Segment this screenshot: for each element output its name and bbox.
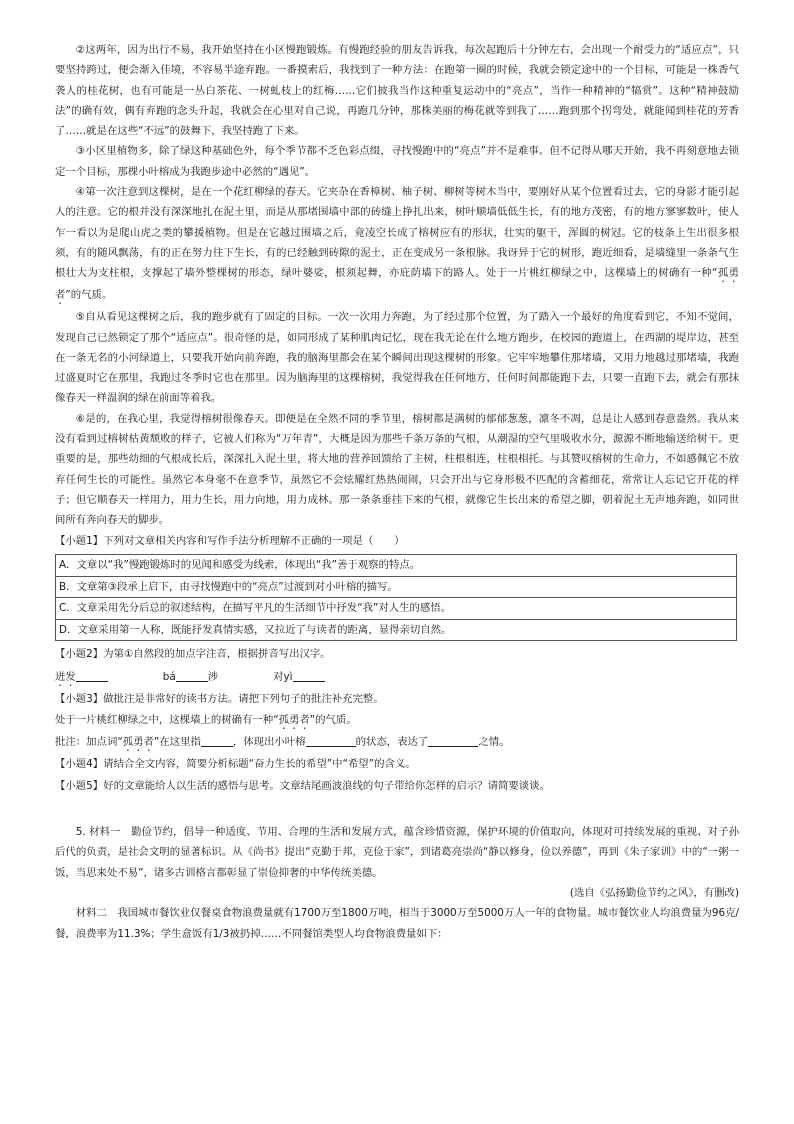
word-ba: bá: [162, 670, 176, 683]
question-2-stem: 【小题2】为第①自然段的加点字注音，根据拼音写出汉字。: [55, 648, 331, 661]
paragraph-4: [55, 182, 739, 307]
option-b[interactable]: B．文章第③段承上启下，由寻找慢跑中的“亮点”过渡到对小叶榕的描写。: [56, 577, 736, 599]
word-she: 涉: [207, 670, 219, 683]
option-c[interactable]: C．文章采用先分后总的叙述结构，在描写平凡的生活细节中抒发“我”对人生的感悟。: [56, 598, 736, 620]
dotted-word: 孤勇者: [55, 267, 739, 302]
paragraph-3: ③小区里植物多，除了绿这种基础色外，每个季节都不乏色彩点缀，寻找慢跑中的“亮点”并不是难事。但不记得从哪天开始，我不再刻意地去锁定一个目标，那棵小叶榕成为我跑步途中必然的“遇见”。: [55, 145, 739, 178]
question-1-options: [55, 554, 737, 641]
paragraph-6: ⑥是的，在我心里，我觉得榕树很像春天。即便是在全然不同的季节里，榕树都是满树的郁郁葱葱，凛冬不凋，总是让人感到春意盎然。我从来没有看到过榕树枯黄颓败的样子，它被人们称为“万年青”，大概是因为那些千条万条的气根，从潮湿的空气里吸收水分，源源不断地输送给树干。更重要的是，那些幼细的气根成长后，深深扎入泥土里，将大地的营养回馈给了主树，柱根相连，柱根相托。与其赞叹榕树的生命力，不如感佩它不放弃任何生长的可能性。虽然它本身毫不在意季节，虽然它不会炫耀红热热闹闹，只会开出与它身形极不匹配的含蓄细花，常常让人忘记它开花的样子；但它顺春天一样用力，用力生长，用力向地，用力成林。那一条条垂挂下来的气根，就像它生长出来的希望之脚，朝着泥土无声地奔跑，如同世间所有奔向春天的脚步。: [55, 412, 739, 527]
sentence-end: ”的气质。: [309, 714, 357, 727]
option-d[interactable]: D．文章采用第一人称，既能抒发真情实感，又拉近了与读者的距离，显得亲切自然。: [59, 623, 452, 636]
note-text: 批注：加点词“: [55, 736, 123, 749]
paragraph-4-text: ④第一次注意到这棵树，是在一个花红柳绿的春天。它夹杂在香樟树、柚子树、柳树等树木当中，要刚好从某个位置看过去，它的身影才能引起人的注意。它的根并没有深深地扎在泥土里，而是从那堵围墙中部的砖缝上挣扎出来，树叶顺墙低低生长，有的地方茂密，有的地方寥寥数叶，使人乍一看以为是爬山虎之类的攀援植物。但是在它越过围墙之后，竟凌空长成了榕树应有的形状，壮实的躯干，浑圆的树冠。它的枝条上生出很多根须，有的随风飘荡，有的正在努力往下生长，有的已经触到砖隙的泥土，正在变成另一条根脉。我讶异于它的树形，跑近细看，是墙缝里一条条气生根壮大为支柱根，支撑起了墙外整棵树的形态，绿叶婆娑，根须起舞，亦庇荫墙下的路人。处于一片桃红柳绿之中，这棵墙上的树确有一种“: [55, 186, 739, 280]
option-a[interactable]: A．文章以“我”慢跑锻炼时的见闻和感受为线索，体现出“我”善于观察的特点。: [56, 555, 736, 577]
paragraph-4-end: ”的气质。: [65, 289, 113, 302]
question-3-note: [55, 732, 739, 754]
section-5: [55, 822, 739, 944]
answer-blank[interactable]: [293, 670, 325, 682]
answer-blank[interactable]: [306, 735, 356, 747]
dotted-word: 孤勇者: [122, 736, 154, 749]
exam-page: [55, 40, 739, 944]
note-text: 的状态，表达了: [355, 736, 429, 749]
sentence-text: 处于一片桃红柳绿之中，这棵墙上的树确有一种“: [55, 714, 279, 727]
question-1-stem: 【小题1】下列对文章相关内容和写作手法分析理解不正确的一项是（ ）: [55, 534, 405, 547]
paragraph-2: [55, 40, 739, 141]
answer-blank[interactable]: [428, 735, 478, 747]
question-3-sentence: [55, 710, 739, 732]
answer-blank[interactable]: [176, 670, 208, 682]
word-bengfa: 迸发: [55, 670, 76, 683]
dotted-word: 孤勇者: [278, 714, 310, 727]
note-text: ，体现出小叶榕: [232, 736, 306, 749]
word-duiyi: 对yì: [273, 670, 293, 683]
note-text: 之情。: [478, 736, 510, 749]
question-4: 【小题4】请结合全文内容，简要分析标题“奋力生长的希望”中“希望”的含义。: [55, 758, 416, 771]
answer-blank[interactable]: [76, 670, 108, 682]
question-3-stem: 【小题3】做批注是非常好的读书方法。请把下列句子的批注补充完整。: [55, 692, 384, 705]
question-5: 【小题5】好的文章能给人以生活的感悟与思考。文章结尾画波浪线的句子带给你怎样的启示？请简要谈谈。: [55, 779, 550, 792]
material-2: 材料二 我国城市餐饮业仅餐桌食物浪费量就有1700万至1800万吨，相当于3000万至5000万人一年的食物量。城市餐饮业人均浪费量为96克/餐，浪费率为11.3%；学生盒饭有1/3被扔掉……不同餐馆类型人均食物浪费量如下：: [55, 907, 739, 940]
material-1: 5. 材料一 勤俭节约，倡导一种适度、节用、合理的生活和发展方式，蕴含珍惜资源，保护环境的价值取向，体现对可持续发展的重视、对子孙后代的负责，是社会文明的显著标识。从《尚书》提出“克勤于邦，克俭于家”，到诸葛亮崇尚“静以修身，俭以养德”，再到《朱子家训》中的“一粥一饭，当思来处不易”，诸多古训格言都彰显了崇俭抑奢的中华传统美德。: [55, 826, 739, 879]
paragraph-5: ⑤自从看见这棵树之后，我的跑步就有了固定的目标。一次一次用力奔跑，为了经过那个位置，为了踏入一个最好的角度看到它，不知不觉间，发现自己已然锁定了那个“适应点”。很奇怪的是，如同形成了某种肌肉记忆，现在我无论在什么地方跑步，在校园的跑道上，在西湖的堤岸边，甚至在一条无名的小河绿道上，只要我开始向前奔跑，我的脑海里都会在某个瞬间出现这棵树的形象。它牢牢地攀住那堵墙，又用力地越过那堵墙，我跑过盛夏时它在那里，我跑过冬季时它也在那里。因为脑海里的这棵榕树，我觉得我在任何地方，任何时间都能跑下去，只要一直跑下去，就会有那抹像春天一样温润的绿在前面等着我。: [55, 311, 739, 405]
question-2-blanks: [55, 666, 739, 689]
material-1-source: (选自《弘扬勤俭节约之风》，有删改): [569, 886, 739, 899]
answer-blank[interactable]: [201, 735, 233, 747]
note-text: ”在这里指: [153, 736, 201, 749]
paragraph-2-text: ②这两年，因为出行不易，我开始坚持在小区慢跑锻炼。有慢跑经验的朋友告诉我，每次起跑后十分钟左右，会出现一个耐受力的“适应点”，只要坚持跨过，便会渐入佳境，不容易半途弃跑。一番摸索后，我找到了一种方法：在跑第一圈的时候，我就会锁定途中的一个目标，可能是一株香气袭人的桂花树，也有可能是一丛白茶花、一树虬枝上的红梅……它们披我当作这种重复运动中的“亮点”，当作一种精神的“犒赏”。这种“精神鼓励法”的确有效，偶有弃跑的念头升起，我就会在心里对自己说，再跑几分钟，那株美丽的梅花就等到我了……跑到那个拐弯处，就能闻到桂花的芳香了……就是在这些“不远”的鼓舞下，我坚持跑了下来。: [55, 44, 739, 138]
